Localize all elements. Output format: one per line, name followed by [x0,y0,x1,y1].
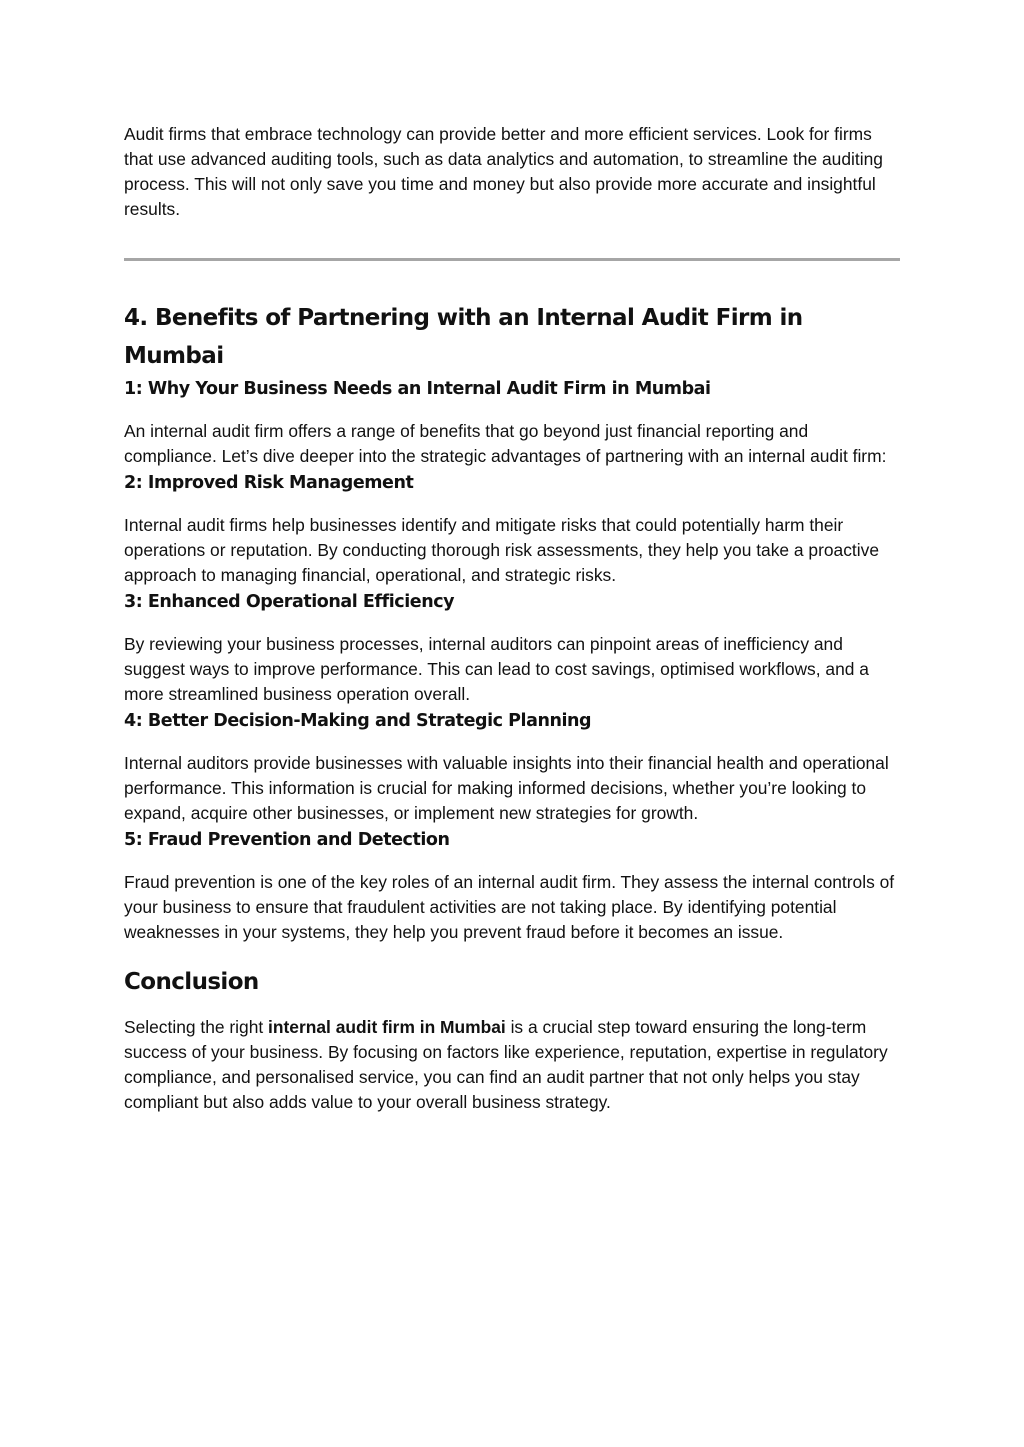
subsection-text-fraud-prevention: Fraud prevention is one of the key roles of an internal audit firm. They assess the internal controls of your business to ensure that fraudulent activities are not taking place. By identifying potential weaknesses in your systems, they help you prevent fraud before it becomes an issue. [124,872,895,942]
subsection-text-risk-management: Internal audit firms help businesses identify and mitigate risks that could potentially harm their operations or reputation. By conducting thorough risk assessments, they help you take a proactive approach to managing financial, operational, and strategic risks. [124,515,879,585]
subsection-heading-decision-making: 4: Better Decision-Making and Strategic Planning [124,711,592,731]
section-divider [124,258,900,261]
conclusion-title: Conclusion [124,969,259,995]
document-page [124,122,900,1115]
intro-paragraph: Audit firms that embrace technology can provide better and more efficient services. Look for firms that use advanced auditing tools, such as data analytics and automation, to streamline the auditing process. This will not only save you time and money but also provide more accurate and insightful results. [124,124,883,219]
section-title: 4. Benefits of Partnering with an Internal Audit Firm in Mumbai [124,305,803,369]
conclusion-text-before: Selecting the right [124,1017,269,1037]
subsection-heading-operational-efficiency: 3: Enhanced Operational Efficiency [124,592,455,612]
subsection-heading-why-needs: 1: Why Your Business Needs an Internal Audit Firm in Mumbai [124,379,711,399]
subsection-heading-risk-management: 2: Improved Risk Management [124,473,414,493]
subsection-text-why-needs: An internal audit firm offers a range of benefits that go beyond just financial reporting and compliance. Let’s dive deeper into the strategic advantages of partnering with an internal audit firm: [124,421,887,466]
subsection-text-operational-efficiency: By reviewing your business processes, internal auditors can pinpoint areas of inefficiency and suggest ways to improve performance. This can lead to cost savings, optimised workflows, and a more streamlined business operation overall. [124,634,869,704]
subsection-text-decision-making: Internal auditors provide businesses with valuable insights into their financial health and operational performance. This information is crucial for making informed decisions, whether you’re looking to expand, acquire other businesses, or implement new strategies for growth. [124,753,889,823]
subsection-heading-fraud-prevention: 5: Fraud Prevention and Detection [124,830,450,850]
conclusion-bold-keyword: internal audit firm in Mumbai [268,1017,506,1037]
conclusion-paragraph [124,1015,900,1115]
conclusion-text-after: is a crucial step toward ensuring the long-term success of your business. By focusing on factors like experience, reputation, expertise in regulatory compliance, and personalised service, you can find an audit partner that not only helps you stay compliant but also adds value to your overall business strategy. [124,1017,888,1112]
